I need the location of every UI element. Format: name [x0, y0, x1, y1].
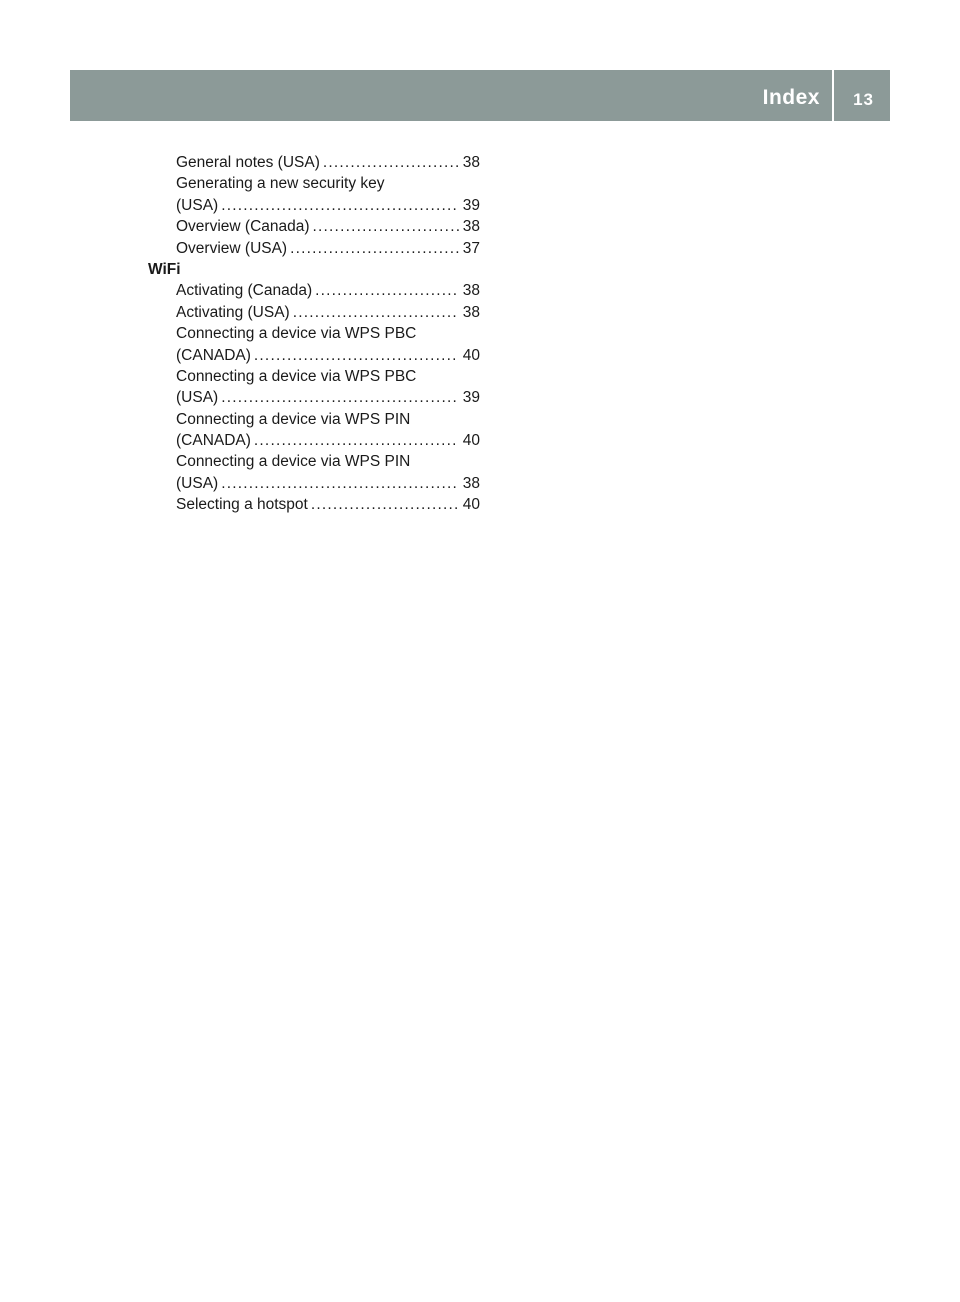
entry-text: (USA) [176, 474, 219, 492]
entry-page: 40 [462, 346, 480, 364]
entry-text: (CANADA) [176, 346, 251, 364]
entry-text-line: Connecting a device via WPS PIN [176, 410, 411, 428]
index-column [148, 152, 480, 516]
index-entry [148, 238, 480, 259]
dot-leader [221, 473, 459, 494]
entry-text: Overview (Canada) [176, 218, 310, 236]
entry-text-line: Connecting a device via WPS PIN [176, 453, 411, 471]
index-entry [148, 451, 480, 494]
entry-text: (USA) [176, 196, 219, 214]
index-entry [148, 409, 480, 452]
page-header [70, 70, 890, 121]
entry-page: 38 [462, 154, 480, 171]
dot-leader [313, 216, 459, 237]
entry-text-line: Connecting a device via WPS PBC [176, 325, 417, 343]
entry-page: 37 [462, 239, 480, 257]
index-heading-wifi: WiFi [148, 260, 181, 278]
entry-page: 38 [462, 218, 480, 236]
dot-leader [311, 494, 459, 515]
index-entry [148, 366, 480, 409]
index-entry [148, 323, 480, 366]
index-entry [148, 173, 480, 216]
entry-text: Activating (USA) [176, 303, 290, 321]
entry-text: Overview (USA) [176, 239, 288, 257]
page-number: 13 [853, 90, 874, 109]
dot-leader [221, 195, 459, 216]
index-entry [148, 216, 480, 237]
entry-page: 40 [462, 496, 480, 514]
entry-text: General notes (USA) [176, 154, 320, 171]
entry-text-line: Connecting a device via WPS PBC [176, 367, 417, 385]
entry-page: 38 [462, 303, 480, 321]
index-entry [148, 302, 480, 323]
entry-text: (CANADA) [176, 432, 251, 450]
index-entry [148, 494, 480, 515]
entry-text-line: Generating a new security key [176, 175, 385, 193]
entry-text: Activating (Canada) [176, 282, 313, 300]
index-entry [148, 152, 480, 173]
dot-leader [315, 280, 459, 301]
dot-leader [290, 238, 459, 259]
section-title: Index [762, 86, 820, 109]
dot-leader [254, 345, 459, 366]
entry-page: 39 [462, 389, 480, 407]
entry-page: 40 [462, 432, 480, 450]
index-entry [148, 280, 480, 301]
dot-leader [254, 430, 459, 451]
entry-page: 38 [462, 282, 480, 300]
dot-leader [293, 302, 459, 323]
entry-text: Selecting a hotspot [176, 496, 308, 514]
header-divider [832, 70, 834, 121]
entry-text: (USA) [176, 389, 219, 407]
dot-leader [221, 387, 459, 408]
dot-leader [323, 152, 459, 173]
entry-page: 38 [462, 474, 480, 492]
entry-page: 39 [462, 196, 480, 214]
